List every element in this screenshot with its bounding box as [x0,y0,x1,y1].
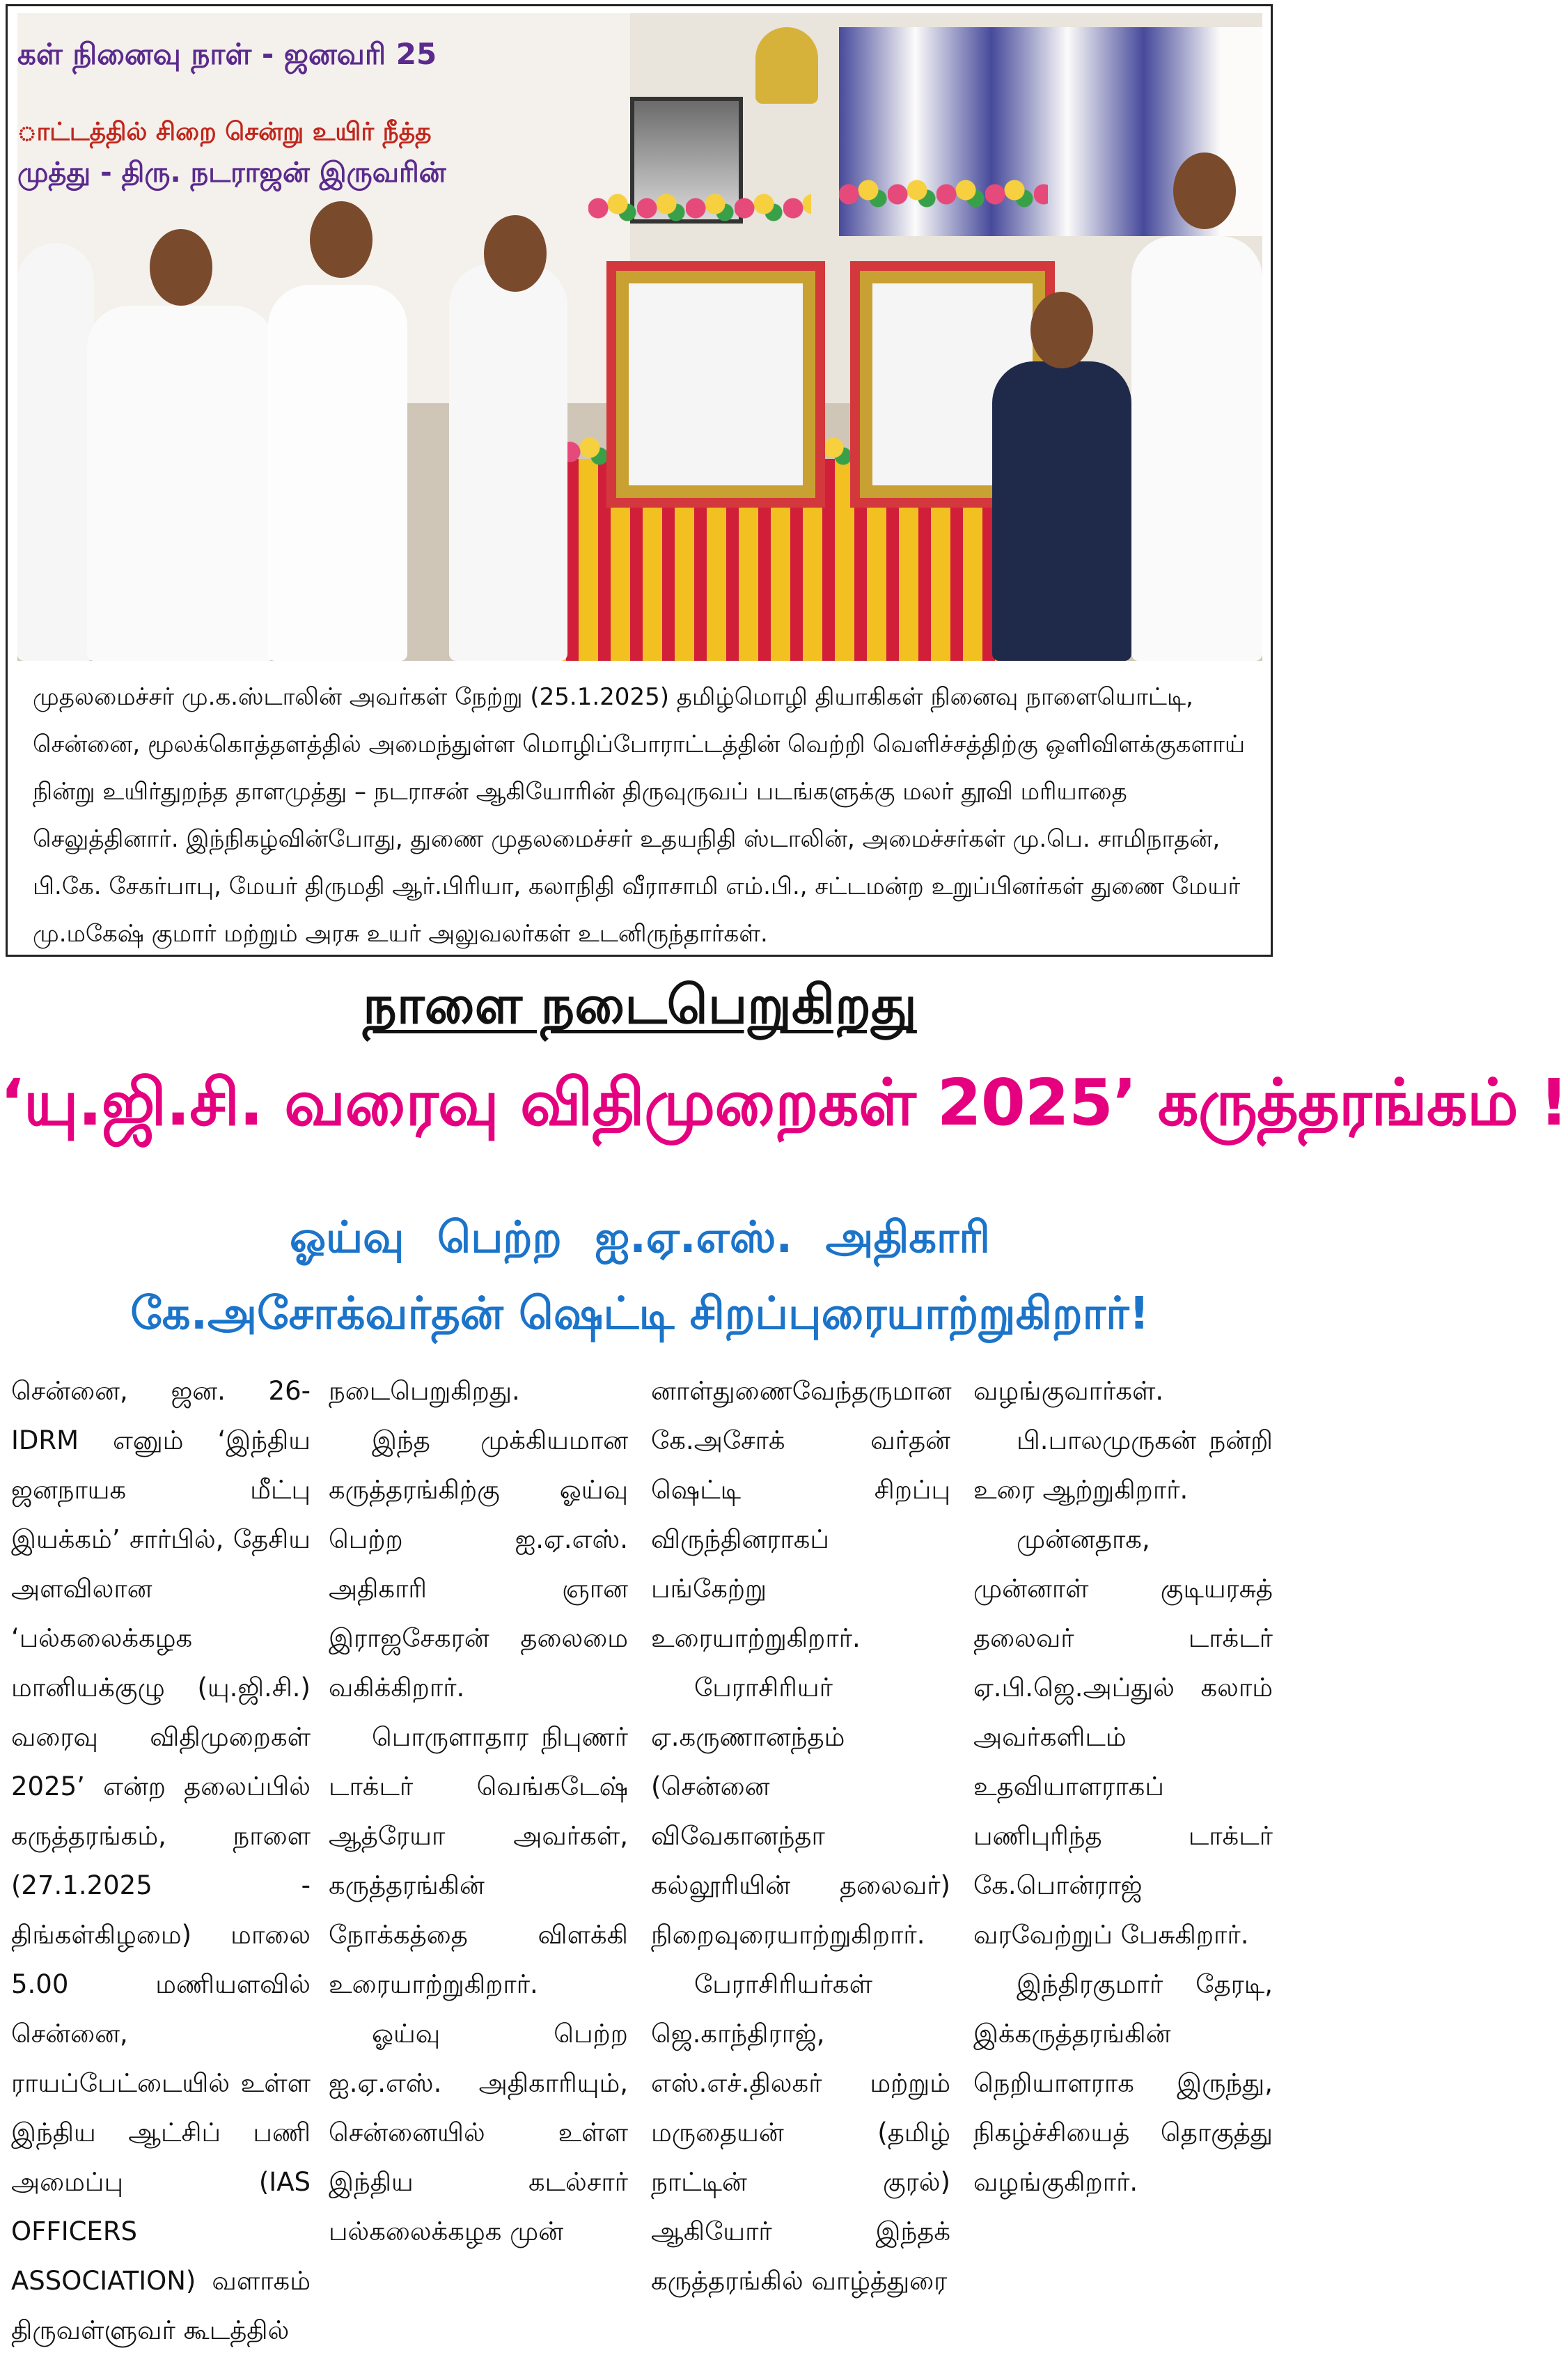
photo-caption-box [6,4,1273,957]
person-3 [268,285,407,661]
article-column-1 [11,1366,311,2355]
person-4 [449,264,567,661]
person-3-head [310,201,373,278]
person-6 [1131,236,1262,661]
banner-line-3: முத்து - திரு. நடராஜன் இருவரின் [17,157,446,189]
paragraph: இந்த முக்கியமான கருத்தரங்கிற்கு ஓய்வு பெற்ற ஐ.ஏ.எஸ். அதிகாரி ஞான இராஜசேகரன் தலைமை வகிக்கிறார். [329,1425,628,1703]
person-5 [992,361,1131,661]
paragraph: வழங்குவார்கள். [973,1376,1164,1406]
article-column-4 [973,1366,1273,2207]
frame-flowers-left [588,187,811,229]
paragraph: னாள்துணைவேந்தருமான கே.அசோக் வர்தன் ஷெட்டி சிறப்பு விருந்தினராகப் பங்கேற்று உரையாற்றுகிறார். [651,1376,952,1653]
person-2 [87,306,275,661]
paragraph: இந்திரகுமார் தேரடி, இக்கருத்தரங்கின் நெறியாளராக இருந்து, நிகழ்ச்சியைத் தொகுத்து வழங்குகிறார். [973,1969,1273,2197]
banner-line-1: கள் நினைவு நாள் - ஜனவரி 25 [17,37,437,71]
paragraph: பி.பாலமுருகன் நன்றி உரை ஆற்றுகிறார். [973,1425,1273,1505]
paragraph: நடைபெறுகிறது. [329,1376,520,1406]
portrait-frame-left [616,271,815,498]
article-column-2 [329,1366,628,2256]
photo-caption: முதலமைச்சர் மு.க.ஸ்டாலின் அவர்கள் நேற்று (25.1.2025) தமிழ்மொழி தியாகிகள் நினைவு நாளையொட்டி, சென்னை, மூலக்கொத்தளத்தில் அமைந்துள்ள மொழிப்போராட்டத்தின் வெற்றி வெளிச்சத்திற்கு ஒளிவிளக்குகளாய் நின்று உயிர்துறந்த தாளமுத்து – நடராசன் ஆகியோரின் திருவுருவப் படங்களுக்கு மலர் தூவி மரியாதை செலுத்தினார். இந்நிகழ்வின்போது, துணை முதலமைச்சர் உதயநிதி ஸ்டாலின், அமைச்சர்கள் மு.பெ. சாமிநாதன், பி.கே. சேகர்பாபு, மேயர் திருமதி ஆர்.பிரியா, கலாநிதி வீராசாமி எம்.பி., சட்டமன்ற உறுப்பினர்கள் துணை மேயர் மு.மகேஷ் குமார் மற்றும் அரசு உயர் அலுவலர்கள் உடனிருந்தார்கள். [33,683,1246,948]
paragraph: ஓய்வு பெற்ற ஐ.ஏ.எஸ். அதிகாரியும், சென்னையில் உள்ள இந்திய கடல்சார் பல்கலைக்கழக முன் [329,2019,628,2246]
government-emblem [755,27,818,104]
event-photo [17,13,1262,661]
article-kicker: நாளை நடைபெறுகிறது [363,973,917,1035]
article-subheadline-1: ஓய்வு பெற்ற ஐ.ஏ.எஸ். அதிகாரி [289,1212,991,1262]
person-6-head [1173,152,1236,229]
paragraph: முன்னதாக, முன்னாள் குடியரசுத் தலைவர் டாக்டர் ஏ.பி.ஜெ.அப்துல் கலாம் அவர்களிடம் உதவியாளராகப் பணிபுரிந்த டாக்டர் கே.பொன்ராஜ் வரவேற்றுப் பேசுகிறார். [973,1524,1273,1950]
person-4-head [484,215,547,292]
paragraph: பேராசிரியர்கள் ஜெ.காந்திராஜ், எஸ்.எச்.திலகர் மற்றும் மருதையன் (தமிழ் நாட்டின் குரல்) ஆகியோர் இந்தக் கருத்தரங்கில் வாழ்த்துரை [651,1969,950,2296]
paragraph: பேராசிரியர் ஏ.கருணானந்தம் (சென்னை விவேகானந்தா கல்லூரியின் தலைவர்) நிறைவுரையாற்றுகிறார். [651,1673,950,1950]
banner-line-2: ாட்டத்தில் சிறை சென்று உயிர் நீத்த [17,118,432,146]
article-subheadline-2: கே.அசோக்வர்தன் ஷெட்டி சிறப்புரையாற்றுகிறார்! [130,1288,1150,1340]
paragraph: சென்னை, ஜன. 26- IDRM எனும் ‘இந்திய ஜனநாயக மீட்பு இயக்கம்’ சார்பில், தேசிய அளவிலான ‘பல்கலைக்கழக மானியக்குழு (யு.ஜி.சி.) வரைவு விதிமுறைகள் 2025’ என்ற தலைப்பில் கருத்தரங்கம், நாளை (27.1.2025 - திங்கள்கிழமை) மாலை 5.00 மணியளவில் சென்னை, ராயப்பேட்டையில் உள்ள இந்திய ஆட்சிப் பணி அமைப்பு (IAS OFFICERS ASSOCIATION) வளாகம் திருவள்ளுவர் கூடத்தில் [11,1376,311,2345]
article-column-3 [651,1366,950,2306]
paragraph: பொருளாதார நிபுணர் டாக்டர் வெங்கடேஷ் ஆத்ரேயா அவர்கள், கருத்தரங்கின் நோக்கத்தை விளக்கி உரையாற்றுகிறார். [329,1722,628,1999]
person-2-head [150,229,212,306]
article-headline: ‘யு.ஜி.சி. வரைவு விதிமுறைகள் 2025’ கருத்தரங்கம் ! [0,1065,1568,1140]
frame-flowers-right [839,173,1048,215]
person-1 [17,243,94,661]
person-5-head [1030,292,1093,368]
